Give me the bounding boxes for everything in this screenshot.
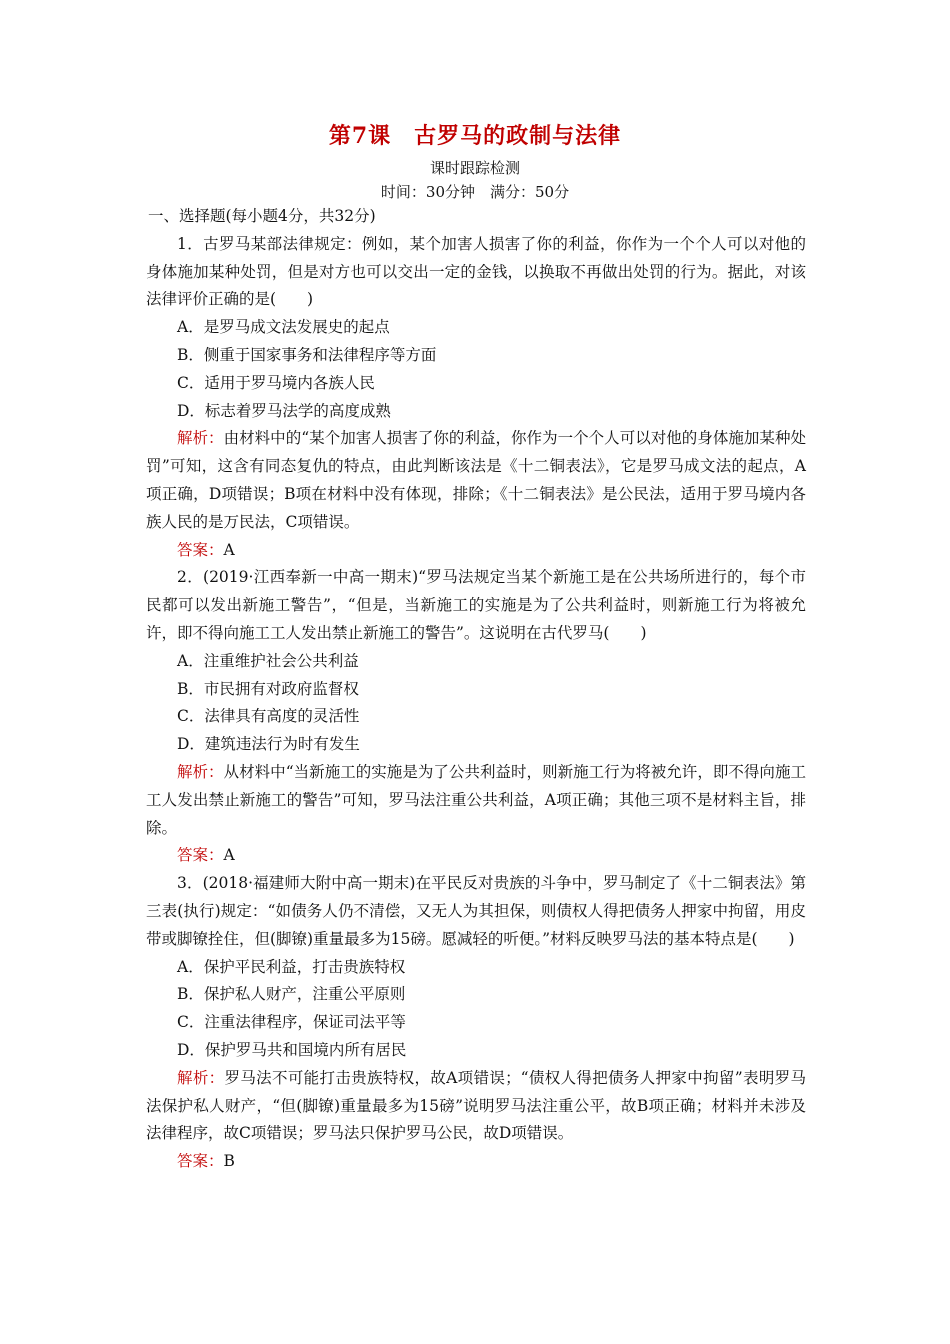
question-stem: 2．(2019·江西奉新一中高一期末)“罗马法规定当某个新施工是在公共场所进行的，每个市民都可以发出新施工警告”，“但是，当新施工的实施是为了公共利益时，则新施工行为将被允许，即不得向施工工人发出禁止新施工的警告”。这说明在古代罗马( )	[146, 568, 806, 642]
page-subtitle: 课时跟踪检测	[429, 159, 520, 177]
analysis-text: 由材料中的“某个加害人损害了你的利益，你作为一个个人可以对他的身体施加某种处罚”可知，这含有同态复仇的特点，由此判断该法是《十二铜表法》，它是罗马成文法的起点，A项正确，D项错误；B项在材料中没有体现，排除；《十二铜表法》是公民法，适用于罗马境内各族人民的是万民法，C项错误。	[146, 429, 806, 531]
question-stem: 1．古罗马某部法律规定：例如，某个加害人损害了你的利益，你作为一个个人可以对他的身体施加某种处罚，但是对方也可以交出一定的金钱，以换取不再做出处罚的行为。据此，对该法律评价正确的是( )	[146, 234, 806, 309]
analysis	[146, 759, 806, 842]
option-c: C．注重法律程序，保证司法平等	[177, 1013, 406, 1032]
analysis-label: 解析：	[177, 1068, 225, 1087]
option-a: A．注重维护社会公共利益	[177, 651, 359, 670]
question-2	[146, 564, 806, 870]
question-content	[146, 203, 806, 1176]
analysis-text: 从材料中“当新施工的实施是为了公共利益时，则新施工行为将被允许，即不得向施工工人发出禁止新施工的警告”可知，罗马法注重公共利益，A项正确；其他三项不是材料主旨，排除。	[146, 762, 806, 837]
question-3	[146, 870, 806, 1176]
analysis	[146, 1065, 806, 1148]
answer-label: 答案：	[177, 846, 224, 865]
answer	[146, 1148, 806, 1176]
option-a: A．保护平民利益，打击贵族特权	[177, 957, 406, 976]
option-b: B．保护私人财产，注重公平原则	[177, 985, 406, 1004]
option-b: B．侧重于国家事务和法律程序等方面	[177, 345, 437, 364]
option-d: D．建筑违法行为时有发生	[177, 735, 360, 754]
answer-value: B	[223, 1152, 235, 1171]
answer-label: 答案：	[177, 1152, 224, 1171]
analysis-text: 罗马法不可能打击贵族特权，故A项错误；“债权人得把债务人押家中拘留”表明罗马法保护私人财产，“但(脚镣)重量最多为15磅”说明罗马法注重公平，故B项正确；材料并未涉及法律程序，故C项错误；罗马法只保护罗马公民，故D项错误。	[146, 1068, 806, 1143]
question-stem: 3．(2018·福建师大附中高一期末)在平民反对贵族的斗争中，罗马制定了《十二铜表法》第三表(执行)规定：“如债务人仍不清偿，又无人为其担保，则债权人得把债务人押家中拘留，用皮带或脚镣拴住，但(脚镣)重量最多为15磅。愿减轻的听便。”材料反映罗马法的基本特点是( )	[146, 874, 806, 948]
analysis-label: 解析：	[177, 762, 224, 781]
question-1	[146, 231, 806, 565]
analysis	[146, 425, 806, 536]
option-d: D．保护罗马共和国境内所有居民	[177, 1040, 407, 1059]
option-a: A．是罗马成文法发展史的起点	[177, 318, 390, 337]
option-d: D．标志着罗马法学的高度成熟	[177, 401, 391, 420]
answer	[146, 537, 806, 565]
answer	[146, 842, 806, 870]
time-score-info: 时间：30分钟 满分：50分	[380, 183, 570, 201]
section-heading: 一、选择题(每小题4分，共32分)	[148, 207, 376, 225]
option-b: B．市民拥有对政府监督权	[177, 679, 359, 698]
answer-label: 答案：	[177, 540, 224, 559]
option-c: C．适用于罗马境内各族人民	[177, 373, 375, 392]
answer-value: A	[223, 540, 235, 559]
answer-value: A	[223, 846, 235, 865]
page-title: 第7课 古罗马的政制与法律	[328, 123, 622, 149]
option-c: C．法律具有高度的灵活性	[177, 707, 360, 726]
analysis-label: 解析：	[177, 429, 224, 448]
